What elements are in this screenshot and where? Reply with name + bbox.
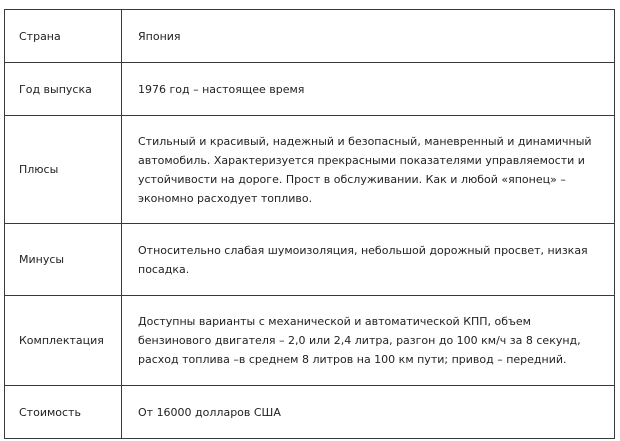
table-row-production-years	[5, 63, 615, 116]
table-row-country	[5, 10, 615, 63]
row-label-price: Стоимость	[5, 386, 122, 439]
table-row-cons	[5, 224, 615, 296]
row-label-pros: Плюсы	[5, 116, 122, 224]
row-value-pros: Стильный и красивый, надежный и безопасный, маневренный и динамичный автомобиль. Характеризуется прекрасными показателями управляемости и устойчивости на дороге. Прост в обслуживании. Как и любой «японец» – экономно расходует топливо.	[122, 116, 615, 224]
row-label-equipment: Комплектация	[5, 296, 122, 386]
specifications-table-body	[5, 10, 615, 439]
row-value-equipment: Доступны варианты с механической и автоматической КПП, объем бензинового двигателя – 2,0 или 2,4 литра, разгон до 100 км/ч за 8 секунд, расход топлива –в среднем 8 литров на 100 км пути; привод – передний.	[122, 296, 615, 386]
row-value-price: От 16000 долларов США	[122, 386, 615, 439]
row-value-country: Япония	[122, 10, 615, 63]
row-label-production-years: Год выпуска	[5, 63, 122, 116]
table-row-equipment	[5, 296, 615, 386]
specifications-table	[4, 9, 615, 439]
row-value-production-years: 1976 год – настоящее время	[122, 63, 615, 116]
table-row-price	[5, 386, 615, 439]
table-row-pros	[5, 116, 615, 224]
row-value-cons: Относительно слабая шумоизоляция, небольшой дорожный просвет, низкая посадка.	[122, 224, 615, 296]
row-label-cons: Минусы	[5, 224, 122, 296]
row-label-country: Страна	[5, 10, 122, 63]
